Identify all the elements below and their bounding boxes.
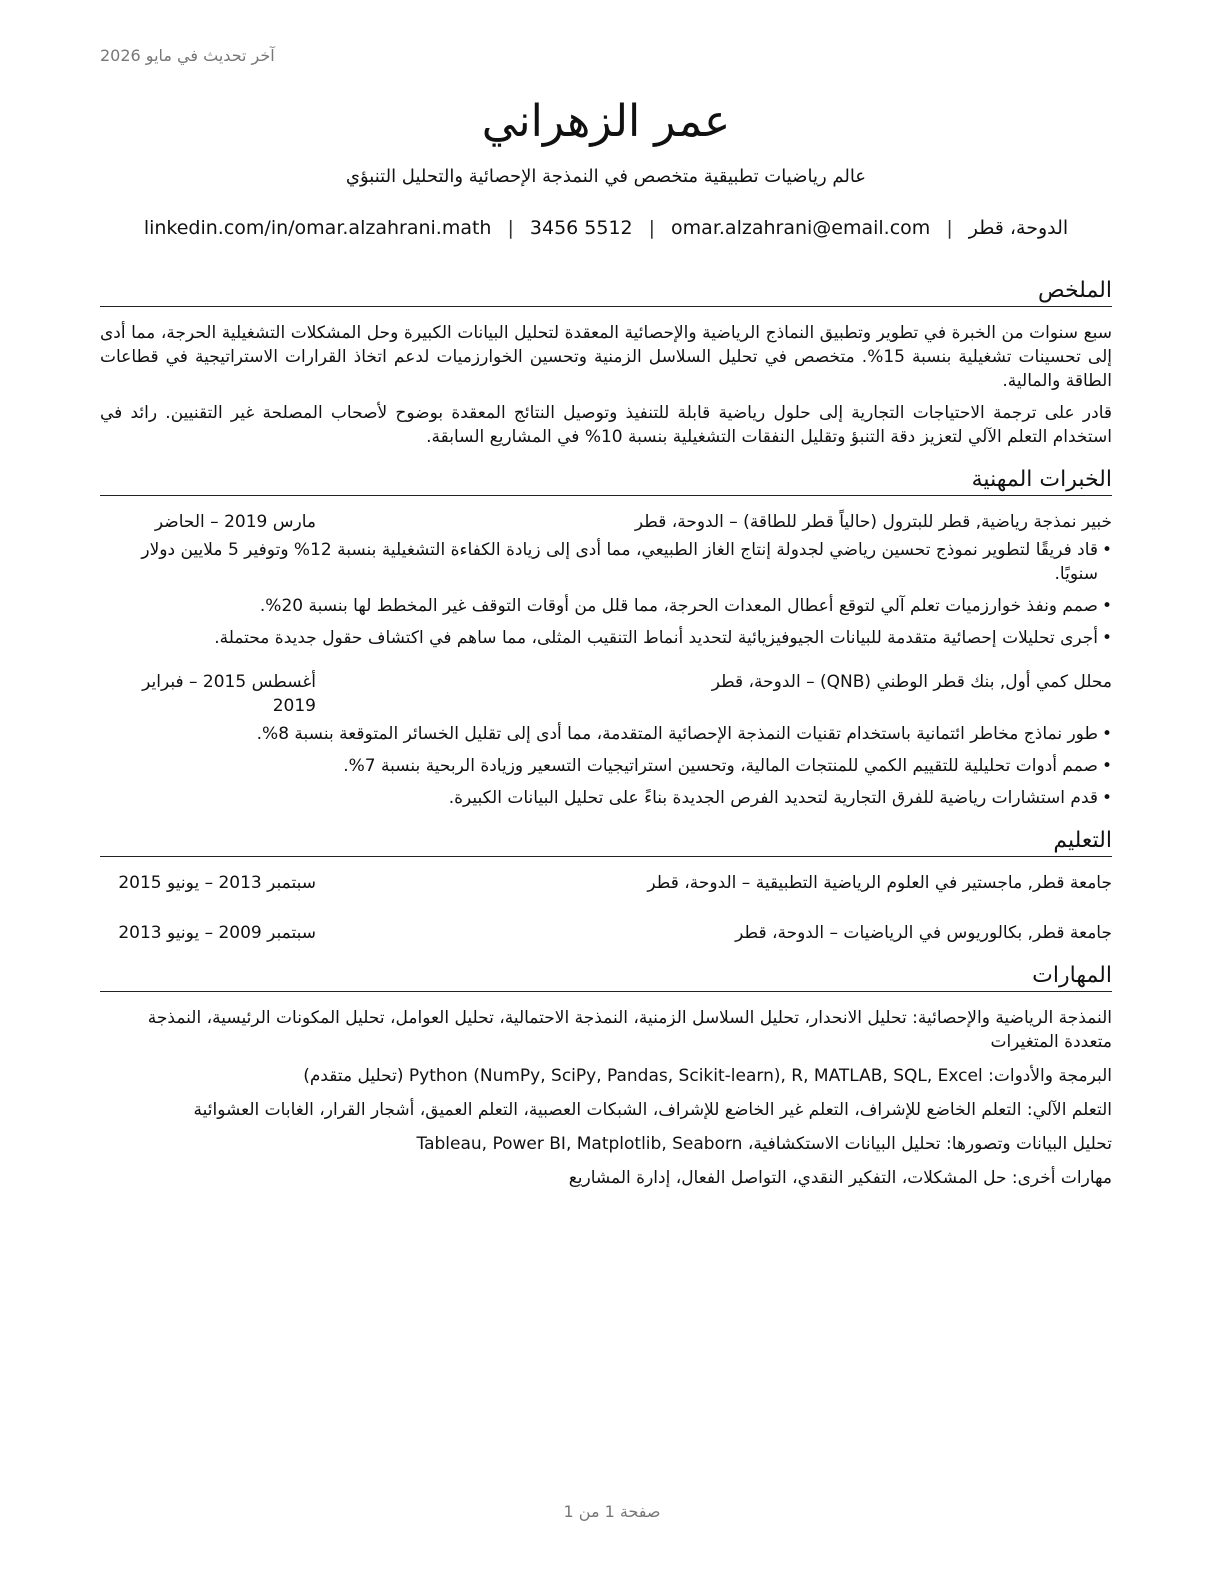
experience-section <box>100 465 1112 810</box>
contact-email[interactable]: omar.alzahrani@email.com <box>671 217 931 239</box>
education-degree: جامعة قطر, بكالوريوس في الرياضيات – الدوحة، قطر <box>735 923 1112 943</box>
job-bullet: • قدم استشارات رياضية للفرق التجارية لتحديد الفرص الجديدة بناءً على تحليل البيانات الكبيرة. <box>100 786 1112 810</box>
section-title-summary: الملخص <box>100 276 1112 307</box>
education-entry <box>100 871 1112 895</box>
contact-phone[interactable]: 3456 5512 <box>529 217 633 239</box>
job-entry <box>100 670 1112 810</box>
contact-linkedin[interactable]: linkedin.com/in/omar.alzahrani.math <box>143 217 492 239</box>
resume-header <box>100 94 1112 242</box>
job-bullet: • صمم ونفذ خوارزميات تعلم آلي لتوقع أعطال المعدات الحرجة، مما قلل من أوقات التوقف غير المخطط لها بنسبة 20%. <box>100 594 1112 618</box>
job-bullet: • طور نماذج مخاطر ائتمانية باستخدام تقنيات النمذجة الإحصائية المتقدمة، مما أدى إلى تقليل الخسائر المتوقعة بنسبة 8%. <box>100 722 1112 746</box>
education-entry <box>100 921 1112 945</box>
job-bullet: • أجرى تحليلات إحصائية متقدمة للبيانات الجيوفيزيائية لتحديد أنماط التنقيب المثلى، مما ساهم في اكتشاف حقول جديدة محتملة. <box>100 626 1112 650</box>
section-title-education: التعليم <box>100 826 1112 857</box>
skill-line: النمذجة الرياضية والإحصائية: تحليل الانحدار، تحليل السلاسل الزمنية، النمذجة الاحتمالية، تحليل العوامل، تحليل المكونات الرئيسية، النمذجة متعددة المتغيرات <box>147 1008 1112 1052</box>
job-bullet: • صمم أدوات تحليلية للتقييم الكمي للمنتجات المالية، وتحسين استراتيجيات التسعير وزيادة الربحية بنسبة 7%. <box>100 754 1112 778</box>
candidate-tagline: عالم رياضيات تطبيقية متخصص في النمذجة الإحصائية والتحليل التنبؤي <box>345 166 867 187</box>
candidate-name: عمر الزهراني <box>481 96 731 147</box>
summary-section <box>100 276 1112 449</box>
skill-line: مهارات أخرى: حل المشكلات، التفكير النقدي، التواصل الفعال، إدارة المشاريع <box>568 1168 1112 1188</box>
skills-section <box>100 961 1112 1190</box>
skill-line: تحليل البيانات وتصورها: تحليل البيانات الاستكشافية، Tableau, Power BI, Matplotlib, Seaborn <box>416 1134 1112 1154</box>
job-header <box>100 670 1112 718</box>
job-entry <box>100 510 1112 650</box>
job-title: خبير نمذجة رياضية, قطر للبترول (حالياً قطر للطاقة) – الدوحة، قطر <box>634 512 1112 532</box>
contact-location: الدوحة، قطر <box>968 217 1069 239</box>
job-bullets <box>100 538 1112 650</box>
contact-separator: | <box>507 217 514 239</box>
job-dates: أغسطس 2015 – فبراير 2019 <box>142 672 316 716</box>
education-dates: سبتمبر 2013 – يونيو 2015 <box>118 873 316 893</box>
last-updated-note: آخر تحديث في مايو 2026 <box>100 46 275 65</box>
job-bullet: • قاد فريقًا لتطوير نموذج تحسين رياضي لجدولة إنتاج الغاز الطبيعي، مما أدى إلى زيادة الكفاءة التشغيلية بنسبة 12% وتوفير 5 ملايين دولار سنويًا. <box>100 538 1112 586</box>
section-title-experience: الخبرات المهنية <box>100 465 1112 496</box>
page-number: صفحة 1 من 1 <box>563 1502 661 1521</box>
job-dates: مارس 2019 – الحاضر <box>154 512 316 532</box>
job-header <box>100 510 1112 534</box>
education-degree: جامعة قطر, ماجستير في العلوم الرياضية التطبيقية – الدوحة، قطر <box>647 873 1112 893</box>
summary-paragraph: قادر على ترجمة الاحتياجات التجارية إلى حلول رياضية قابلة للتنفيذ وتوصيل النتائج المعقدة بوضوح لأصحاب المصلحة غير التقنيين. رائد في استخدام التعلم الآلي لتعزيز دقة التنبؤ وتقليل النفقات التشغيلية بنسبة 10% في المشاريع السابقة. <box>100 403 1112 447</box>
contact-line <box>100 214 1112 242</box>
contact-separator: | <box>946 217 953 239</box>
education-dates: سبتمبر 2009 – يونيو 2013 <box>118 923 316 943</box>
contact-separator: | <box>648 217 656 239</box>
section-title-skills: المهارات <box>100 961 1112 992</box>
skill-line: البرمجة والأدوات: Python (NumPy, SciPy, Pandas, Scikit-learn), R, MATLAB, SQL, Excel (تحليل متقدم) <box>303 1066 1112 1086</box>
skill-line: التعلم الآلي: التعلم الخاضع للإشراف، التعلم غير الخاضع للإشراف، الشبكات العصبية، التعلم العميق، أشجار القرار، الغابات العشوائية <box>193 1100 1112 1120</box>
education-section <box>100 826 1112 945</box>
resume-body <box>100 276 1112 1206</box>
summary-paragraph: سبع سنوات من الخبرة في تطوير وتطبيق النماذج الرياضية والإحصائية المعقدة لتحليل البيانات الكبيرة وحل المشكلات التشغيلية الحرجة، مما أدى إلى تحسينات تشغيلية بنسبة 15%. متخصص في تحليل السلاسل الزمنية وتحسين الخوارزميات لدعم اتخاذ القرارات الاستراتيجية في قطاعات الطاقة والمالية. <box>100 323 1113 391</box>
job-bullets <box>100 722 1112 810</box>
job-title: محلل كمي أول, بنك قطر الوطني (QNB) – الدوحة، قطر <box>711 672 1112 692</box>
